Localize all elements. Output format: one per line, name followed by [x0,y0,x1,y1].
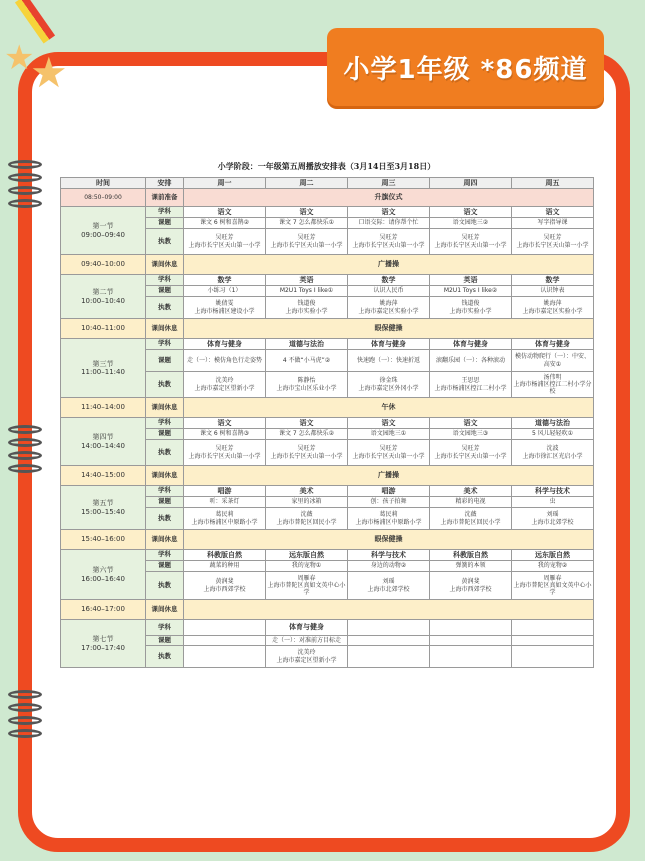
teacher-name: 沈美玲 [297,649,316,657]
spiral-binding-top [8,160,48,212]
teacher-cell [266,297,348,319]
teacher-cell [512,646,594,668]
row-label: 执教 [146,508,184,530]
teacher-name: 黄润斐 [215,578,234,586]
teacher-cell [184,372,266,398]
header-cell: 周一 [184,178,266,189]
teacher-school: 上海市普陀区回民小学 [440,518,501,526]
topic-cell [348,636,430,646]
row-label: 学科 [146,339,184,350]
break-row [61,600,594,620]
time-cell: 14:40–15:00 [61,466,146,486]
break-row [61,466,594,486]
row-label: 课题 [146,561,184,572]
subject-cell: 语文 [512,207,594,218]
star-icon: ★ [4,38,35,78]
row-label: 学科 [146,207,184,218]
teacher-name: 吴旺芳 [215,445,234,453]
row-label: 执教 [146,572,184,600]
subject-cell: 语文 [184,418,266,429]
topic-cell: M2U1 Toys I like① [266,286,348,297]
period-name: 第六节 [92,566,114,575]
topic-cell: 创：孩子拍舞 [348,497,430,508]
teacher-name: 沈薇 [300,511,313,519]
arrangement-cell: 课间休息 [146,255,184,275]
teacher-school: 上海市长宁区天山第一小学 [270,241,343,249]
teacher-school: 上海市普陀区真如文英中心小学 [267,581,346,597]
subject-cell [430,620,512,636]
period-name: 第二节 [92,288,114,297]
period-name: 第七节 [92,635,114,644]
teacher-cell [512,440,594,466]
period-time: 09:00–09:40 [81,230,125,239]
arrangement-cell: 课前准备 [146,189,184,207]
row-label: 课题 [146,350,184,372]
activity-cell: 午休 [184,398,594,418]
period-subject-row [61,275,594,286]
time-cell: 08:50–09:00 [61,189,146,207]
teacher-school: 上海市杨浦区中原路小学 [191,518,258,526]
teacher-name: 吴旺芳 [379,445,398,453]
teacher-cell [266,572,348,600]
row-label: 执教 [146,297,184,319]
teacher-cell [512,572,594,600]
subject-cell [512,620,594,636]
period-name: 第四节 [92,433,114,442]
topic-cell: 语文园地三③ [430,429,512,440]
topic-cell: 课文 6 树和喜鹊③ [184,429,266,440]
subject-cell: 道德与法治 [512,418,594,429]
teacher-name: 姚倩雯 [215,300,234,308]
teacher-cell [430,440,512,466]
teacher-cell [348,572,430,600]
period-time: 16:00–16:40 [81,574,125,583]
teacher-school: 上海市嘉定区望新小学 [194,384,255,392]
subject-cell: 唱游 [184,486,266,497]
row-label: 学科 [146,486,184,497]
teacher-name: 吴旺芳 [297,445,316,453]
period-name: 第五节 [92,499,114,508]
teacher-school: 上海市北郊学校 [367,585,410,593]
topic-cell: 我的宠物① [266,561,348,572]
period-subject-row [61,486,594,497]
teacher-school: 上海市杨浦区控江二村小学分校 [513,380,592,396]
teacher-cell [348,646,430,668]
activity-cell: 眼保健操 [184,319,594,339]
teacher-school: 上海市长宁区天山第一小学 [188,241,261,249]
subject-cell: 道德与法治 [266,339,348,350]
teacher-cell [266,646,348,668]
break-row [61,255,594,275]
teacher-school: 上海市普陀区回民小学 [276,518,337,526]
teacher-name: 吴旺芳 [215,234,234,242]
row-label: 课题 [146,497,184,508]
teacher-school: 上海市实验小学 [285,307,328,315]
period-time: 11:00–11:40 [81,368,125,376]
subject-cell: 数学 [184,275,266,286]
break-row [61,398,594,418]
subject-cell: 体育与健身 [184,339,266,350]
teacher-cell [184,646,266,668]
row-label: 学科 [146,275,184,286]
activity-cell: 广播操 [184,255,594,275]
period-subject-row [61,620,594,636]
teacher-cell [348,372,430,398]
period-time-cell [61,486,146,530]
star-icon: ★ [30,48,68,97]
subject-cell: 美术 [266,486,348,497]
teacher-cell [430,229,512,255]
row-label: 学科 [146,620,184,636]
subject-cell [184,620,266,636]
teacher-cell [512,229,594,255]
teacher-name: 吴旺芳 [543,234,562,242]
teacher-school: 上海市长宁区天山第一小学 [270,452,343,460]
teacher-school: 上海市嘉定区实验小学 [522,307,583,315]
header-row [61,178,594,189]
teacher-school: 上海市长宁区天山第一小学 [352,452,425,460]
teacher-cell [430,372,512,398]
row-label: 学科 [146,550,184,561]
teacher-cell [266,372,348,398]
teacher-cell [430,297,512,319]
subject-cell: 体育与健身 [348,339,430,350]
subject-cell: 语文 [266,207,348,218]
row-label: 执教 [146,229,184,255]
teacher-name: 吴旺芳 [461,234,480,242]
subject-cell: 美术 [430,486,512,497]
subject-cell: 数学 [348,275,430,286]
row-label: 课题 [146,218,184,229]
subject-cell [348,620,430,636]
teacher-school: 上海市长宁区天山第一小学 [434,241,507,249]
topic-cell: 走（一）：模仿角色行走姿势 [184,350,266,372]
topic-cell: 快速跑（一）：快速折返 [348,350,430,372]
teacher-school: 上海市长宁区天山第一小学 [188,452,261,460]
teacher-name: 吴旺芳 [297,234,316,242]
subject-cell: 语文 [266,418,348,429]
teacher-name: 沈薇 [464,511,477,519]
topic-cell [184,636,266,646]
topic-cell: 小练习（1） [184,286,266,297]
period-time: 17:00–17:40 [81,643,125,652]
subject-cell: 科教版自然 [430,550,512,561]
row-label: 课题 [146,429,184,440]
time-cell: 09:40–10:00 [61,255,146,275]
header-cell: 安排 [146,178,184,189]
topic-cell: 我的宠物② [512,561,594,572]
arrangement-cell: 课间休息 [146,319,184,339]
topic-cell: 蔬菜的种用 [184,561,266,572]
period-time-cell [61,207,146,255]
teacher-name: 沈美玲 [215,377,234,385]
period-time-cell [61,339,146,398]
subject-cell: 英语 [430,275,512,286]
period-time-cell [61,418,146,466]
row-label: 学科 [146,418,184,429]
row-label: 课题 [146,636,184,646]
activity-cell: 眼保健操 [184,530,594,550]
topic-cell: 听：采茶灯 [184,497,266,508]
break-row [61,530,594,550]
morning-row [61,189,594,207]
teacher-name: 王思思 [461,377,480,385]
topic-cell: 语文园地三② [430,218,512,229]
crayon-decoration [15,0,55,43]
row-label: 课题 [146,286,184,297]
spiral-binding-middle [8,425,48,477]
teacher-cell [512,508,594,530]
period-time-cell [61,275,146,319]
period-subject-row [61,418,594,429]
schedule-table [60,177,594,668]
teacher-cell [348,297,430,319]
teacher-school: 上海市西郊学校 [203,585,246,593]
teacher-school: 上海市长宁区天山第一小学 [516,241,589,249]
teacher-cell [184,508,266,530]
arrangement-cell: 课间休息 [146,600,184,620]
subject-cell: 体育与健身 [266,620,348,636]
teacher-school: 上海市普陀区真如文英中心小学 [513,581,592,597]
topic-cell: 口语交际：请你帮个忙 [348,218,430,229]
period-name: 第三节 [92,359,114,368]
teacher-school: 上海市长宁区天山第一小学 [352,241,425,249]
subject-cell: 语文 [430,207,512,218]
subject-cell: 语文 [348,418,430,429]
teacher-cell [348,229,430,255]
activity-cell: 广播操 [184,466,594,486]
row-label: 执教 [146,646,184,668]
topic-cell: M2U1 Toys I like② [430,286,512,297]
schedule-title: 小学阶段：一年级第五周播放安排表（3月14日至3月18日） [217,161,436,171]
period-subject-row [61,207,594,218]
teacher-school: 上海市杨浦区控江二村小学 [434,384,507,392]
teacher-name: 姚海萍 [379,300,398,308]
period-name: 第一节 [92,222,114,231]
teacher-school: 上海市杨浦区中原路小学 [355,518,422,526]
teacher-cell [512,297,594,319]
topic-cell: 认识钟表 [512,286,594,297]
teacher-cell [266,229,348,255]
teacher-cell [184,440,266,466]
teacher-cell [430,646,512,668]
topic-cell: 语文园地三① [348,429,430,440]
topic-cell: 身边的动物② [348,561,430,572]
period-subject-row [61,339,594,350]
time-cell: 10:40–11:00 [61,319,146,339]
teacher-school: 上海市杨浦区建设小学 [194,307,255,315]
topic-cell: 课文 6 树和喜鹊② [184,218,266,229]
topic-cell: 弹簧的本领 [430,561,512,572]
topic-cell: 4 不做“小马虎”② [266,350,348,372]
subject-cell: 体育与健身 [512,339,594,350]
teacher-cell [184,297,266,319]
teacher-cell [184,572,266,600]
topic-cell: 走（一）：对准前方目标走 [266,636,348,646]
subject-cell: 科学与技术 [348,550,430,561]
subject-cell: 唱游 [348,486,430,497]
subject-cell: 语文 [430,418,512,429]
topic-cell: 滚翻乐园（一）：各种滚动 [430,350,512,372]
teacher-school: 上海市实验小学 [449,307,492,315]
period-time: 14:00–14:40 [81,441,125,450]
topic-cell: 家里的冰箱 [266,497,348,508]
teacher-cell [266,508,348,530]
header-cell: 周五 [512,178,594,189]
subject-cell: 科教版自然 [184,550,266,561]
teacher-name: 刘瑶 [382,578,395,586]
activity-cell: 升旗仪式 [184,189,594,207]
topic-cell: 5 风儿轻轻吹① [512,429,594,440]
teacher-cell [430,572,512,600]
subject-cell: 远东版自然 [512,550,594,561]
activity-cell [184,600,594,620]
teacher-name: 汤伟明 [543,373,562,381]
teacher-cell [512,372,594,398]
teacher-name: 徐金珠 [379,377,398,385]
period-time-cell [61,550,146,600]
period-time-cell [61,620,146,668]
teacher-name: 吴旺芳 [379,234,398,242]
topic-cell: 虫 [512,497,594,508]
teacher-school: 上海市北郊学校 [531,518,574,526]
period-subject-row [61,550,594,561]
teacher-name: 葛民莉 [379,511,398,519]
subject-cell: 语文 [348,207,430,218]
teacher-school: 上海市嘉定区望新小学 [276,656,337,664]
header-cell: 周三 [348,178,430,189]
banner-text: 小学1年级 *86频道 [343,54,588,85]
topic-cell: 课文 7 怎么都快乐② [266,429,348,440]
subject-cell: 数学 [512,275,594,286]
arrangement-cell: 课间休息 [146,398,184,418]
subject-cell: 科学与技术 [512,486,594,497]
teacher-name: 周雁春 [297,574,316,582]
subject-cell: 远东版自然 [266,550,348,561]
header-cell: 周四 [430,178,512,189]
spiral-binding-bottom [8,690,48,742]
teacher-cell [266,440,348,466]
teacher-name: 陈静怡 [297,377,316,385]
time-cell: 16:40–17:00 [61,600,146,620]
teacher-name: 沈波 [546,445,559,453]
teacher-name: 钱道俊 [297,300,316,308]
row-label: 执教 [146,440,184,466]
topic-cell: 写字指导课 [512,218,594,229]
time-cell: 15:40–16:00 [61,530,146,550]
teacher-name: 周雁春 [543,574,562,582]
teacher-name: 葛民莉 [215,511,234,519]
subject-cell: 英语 [266,275,348,286]
time-cell: 11:40–14:00 [61,398,146,418]
topic-cell [512,636,594,646]
topic-cell: 认识人民币 [348,286,430,297]
subject-cell: 体育与健身 [430,339,512,350]
channel-banner [327,28,604,106]
header-cell: 时间 [61,178,146,189]
teacher-name: 钱道俊 [461,300,480,308]
teacher-school: 上海市西郊学校 [449,585,492,593]
arrangement-cell: 课间休息 [146,466,184,486]
teacher-name: 吴旺芳 [461,445,480,453]
subject-cell: 语文 [184,207,266,218]
teacher-school: 上海市嘉定区外冈小学 [358,384,419,392]
teacher-school: 上海市嘉定区实验小学 [358,307,419,315]
teacher-cell [184,229,266,255]
arrangement-cell: 课间休息 [146,530,184,550]
header-cell: 周二 [266,178,348,189]
teacher-school: 上海市徐汇区光启小学 [522,452,583,460]
topic-cell: 课文 7 怎么都快乐① [266,218,348,229]
topic-cell: 精彩的电视 [430,497,512,508]
teacher-cell [430,508,512,530]
period-time: 15:00–15:40 [81,507,125,516]
topic-cell [430,636,512,646]
teacher-cell [348,440,430,466]
row-label: 执教 [146,372,184,398]
teacher-cell [348,508,430,530]
break-row [61,319,594,339]
teacher-name: 黄润斐 [461,578,480,586]
teacher-name: 姚海萍 [543,300,562,308]
teacher-school: 上海市长宁区天山第一小学 [434,452,507,460]
topic-cell: 模仿动物爬行（一）：中安、高安① [512,350,594,372]
period-time: 10:00–10:40 [81,296,125,305]
teacher-school: 上海市宝山区乐业小学 [276,384,337,392]
teacher-name: 刘瑶 [546,511,559,519]
